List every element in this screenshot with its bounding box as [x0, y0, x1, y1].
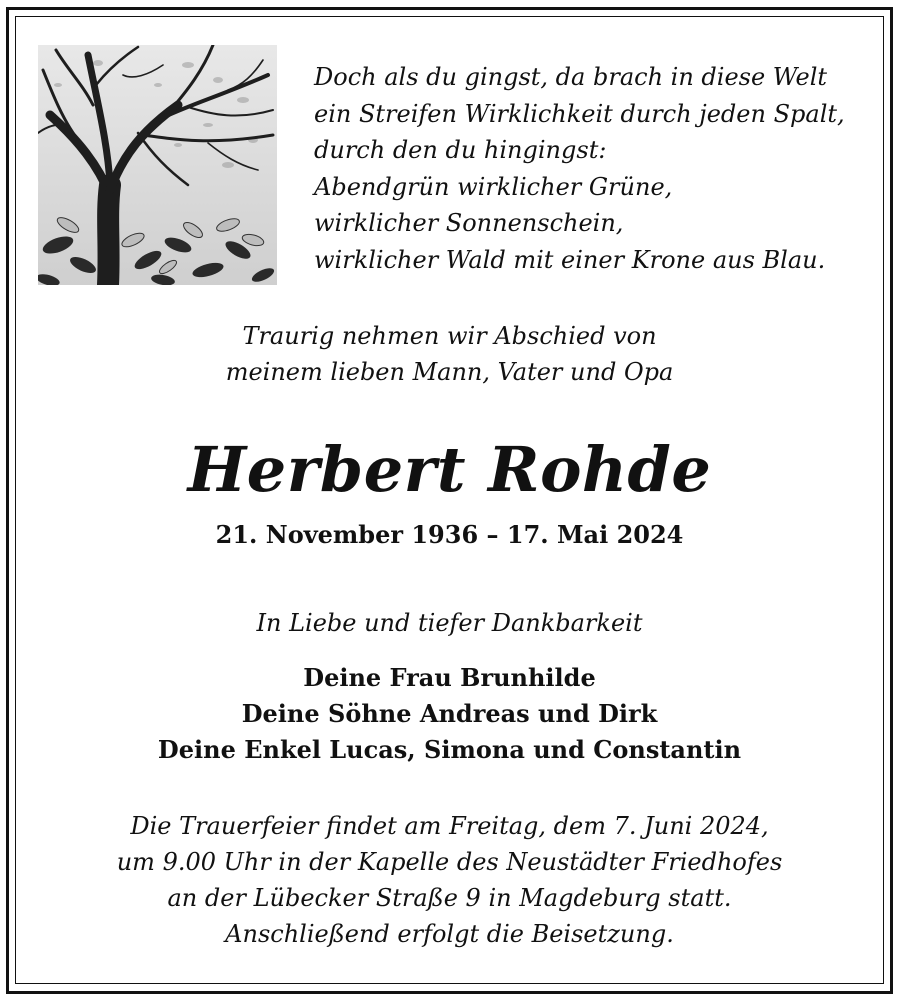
- poem-line: ein Streifen Wirklichkeit durch jeden Spalt,: [314, 99, 845, 128]
- poem-line: Abendgrün wirklicher Grüne,: [314, 172, 673, 201]
- tree-illustration-icon: [38, 45, 277, 285]
- intro-line: Traurig nehmen wir Abschied von: [242, 322, 657, 350]
- family-line: Deine Enkel Lucas, Simona und Constantin: [157, 735, 742, 764]
- poem-line: Doch als du gingst, da brach in diese Welt: [314, 63, 828, 91]
- deceased-name: Herbert Rohde: [187, 433, 712, 506]
- poem-line: durch den du hingingst:: [314, 136, 607, 164]
- poem: [314, 59, 874, 278]
- funeral-line: an der Lübecker Straße 9 in Magdeburg statt.: [167, 884, 732, 912]
- family-list: [0, 660, 899, 768]
- dedication-text: In Liebe und tiefer Dankbarkeit: [256, 609, 643, 637]
- poem-line: wirklicher Wald mit einer Krone aus Blau.: [314, 245, 826, 274]
- family-line: Deine Söhne Andreas und Dirk: [241, 699, 658, 728]
- poem-line: wirklicher Sonnenschein,: [314, 209, 624, 237]
- life-dates: 21. November 1936 – 17. Mai 2024: [215, 520, 684, 549]
- intro-text: [0, 318, 899, 390]
- intro-line: meinem lieben Mann, Vater und Opa: [225, 358, 674, 386]
- funeral-line: um 9.00 Uhr in der Kapelle des Neustädter Friedhofes: [116, 848, 783, 876]
- funeral-line: Die Trauerfeier findet am Freitag, dem 7. Juni 2024,: [130, 812, 769, 840]
- family-line: Deine Frau Brunhilde: [303, 663, 596, 692]
- funeral-info: [0, 808, 899, 952]
- funeral-line: Anschließend erfolgt die Beisetzung.: [225, 920, 674, 948]
